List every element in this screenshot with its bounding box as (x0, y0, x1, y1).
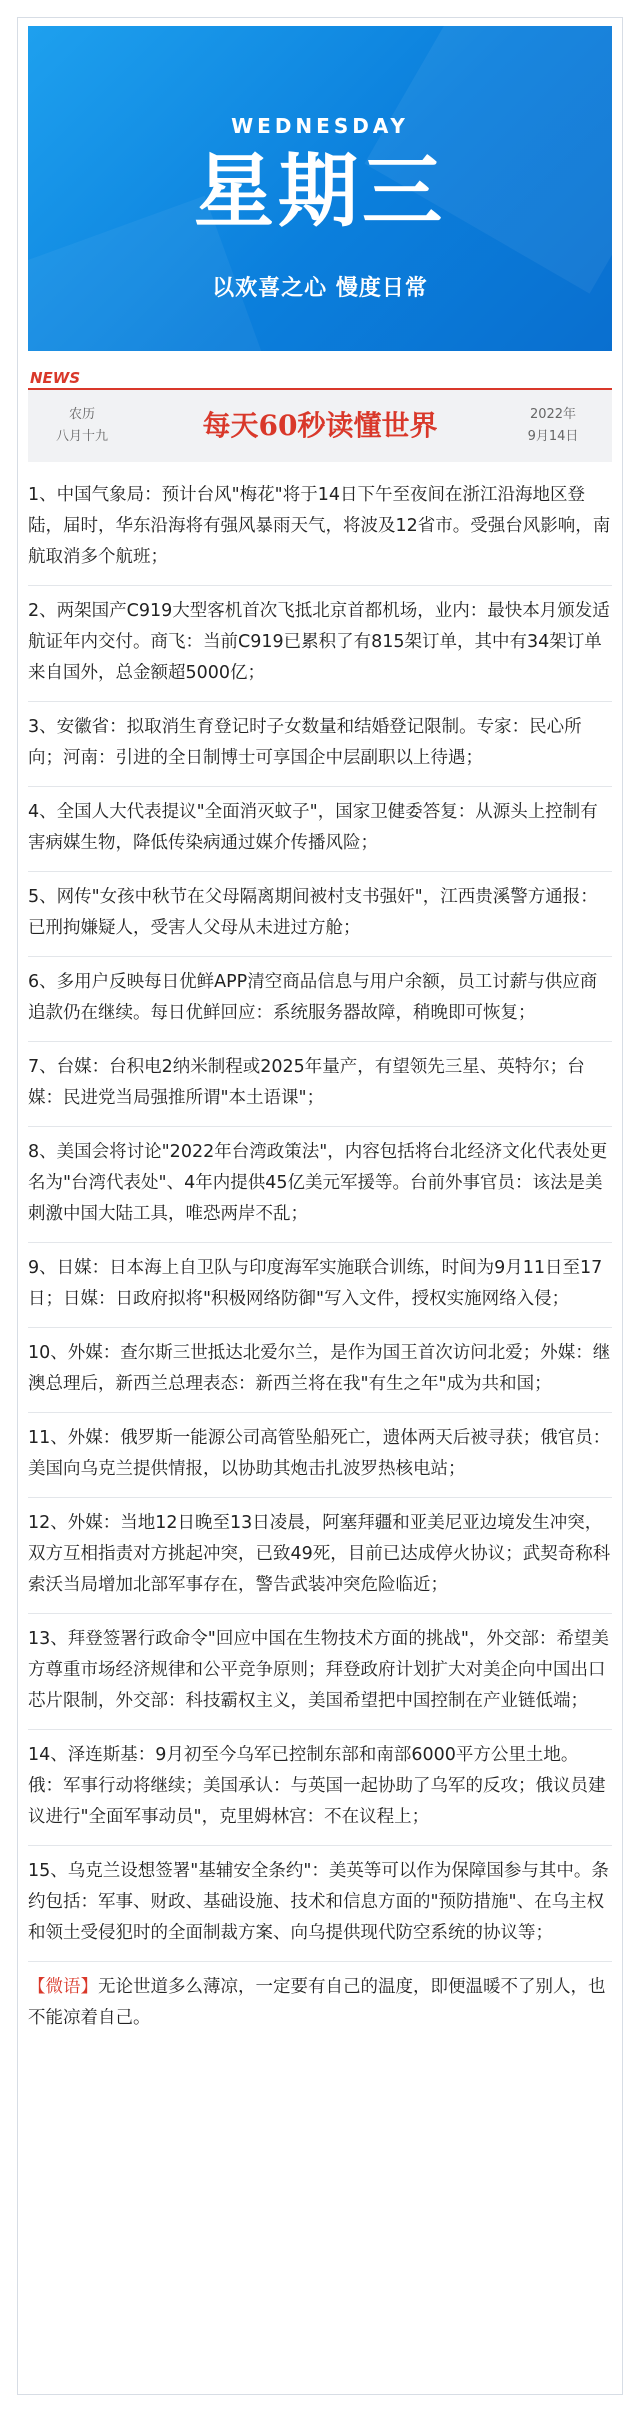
lunar-date: 八月十九 (55, 429, 108, 444)
news-item: 12、外媒：当地12日晚至13日凌晨，阿塞拜疆和亚美尼亚边境发生冲突，双方互相指责对方挑起冲突，已致49死，目前已达成停火协议；武契奇称科索沃当局增加北部军事存在，警告武装冲突危险临近； (28, 1498, 612, 1614)
title-header (28, 388, 612, 462)
news-item: 4、全国人大代表提议"全面消灭蚊子"，国家卫健委答复：从源头上控制有害病媒生物，降低传染病通过媒介传播风险； (28, 787, 612, 872)
quote-label: 【微语】 (28, 1977, 98, 1997)
page-title-text: 每天60秒读懂世界 (202, 409, 438, 442)
news-item: 11、外媒：俄罗斯一能源公司高管坠船死亡，遗体两天后被寻获；俄官员：美国向乌克兰提供情报，以协助其炮击扎波罗热核电站； (28, 1413, 612, 1498)
news-item: 3、安徽省：拟取消生育登记时子女数量和结婚登记限制。专家：民心所向；河南：引进的全日制博士可享国企中层副职以上待遇； (28, 702, 612, 787)
news-item: 7、台媒：台积电2纳米制程或2025年量产，有望领先三星、英特尔；台媒：民进党当局强推所谓"本土语课"； (28, 1042, 612, 1127)
date-day: 9月14日 (527, 429, 579, 444)
news-item: 9、日媒：日本海上自卫队与印度海军实施联合训练，时间为9月11日至17日；日媒：日政府拟将"积极网络防御"写入文件，授权实施网络入侵； (28, 1243, 612, 1328)
news-item: 2、两架国产C919大型客机首次飞抵北京首都机场，业内：最快本月颁发适航证年内交付。商飞：当前C919已累积了有815架订单，其中有34架订单来自国外，总金额超5000亿； (28, 586, 612, 702)
gregorian-date-block (508, 404, 598, 448)
news-list (28, 470, 612, 2046)
quote-text: 无论世道多么薄凉，一定要有自己的温度，即便温暖不了别人，也不能凉着自己。 (28, 1977, 606, 2028)
news-item: 15、乌克兰设想签署"基辅安全条约"：美英等可以作为保障国参与其中。条约包括：军事、财政、基础设施、技术和信息方面的"预防措施"、在乌主权和领土受侵犯时的全面制裁方案、向乌提供现代防空系统的协议等； (28, 1846, 612, 1962)
news-item: 1、中国气象局：预计台风"梅花"将于14日下午至夜间在浙江沿海地区登陆，届时，华东沿海将有强风暴雨天气，将波及12省市。受强台风影响，南航取消多个航班； (28, 470, 612, 586)
news-item: 5、网传"女孩中秋节在父母隔离期间被村支书强奸"，江西贵溪警方通报：已刑拘嫌疑人，受害人父母从未进过方舱； (28, 872, 612, 957)
news-item: 13、拜登签署行政命令"回应中国在生物技术方面的挑战"，外交部：希望美方尊重市场经济规律和公平竞争原则；拜登政府计划扩大对美企向中国出口芯片限制，外交部：科技霸权主义，美国希望把中国控制在产业链低端； (28, 1614, 612, 1730)
weekday-english: WEDNESDAY (231, 114, 409, 138)
daily-quote (28, 1962, 612, 2046)
weekday-chinese: 星期三 (194, 145, 446, 238)
date-year: 2022年 (529, 407, 577, 422)
lunar-label: 农历 (68, 407, 95, 422)
news-item: 6、多用户反映每日优鲜APP清空商品信息与用户余额，员工讨薪与供应商追款仍在继续。每日优鲜回应：系统服务器故障，稍晚即可恢复； (28, 957, 612, 1042)
news-item: 10、外媒：查尔斯三世抵达北爱尔兰，是作为国王首次访问北爱；外媒：继澳总理后，新西兰总理表态：新西兰将在我"有生之年"成为共和国； (28, 1328, 612, 1413)
news-tag: NEWS (30, 369, 81, 387)
news-item: 8、美国会将讨论"2022年台湾政策法"，内容包括将台北经济文化代表处更名为"台湾代表处"、4年内提供45亿美元军援等。台前外事官员：该法是美刺激中国大陆工具，唯恐两岸不乱； (28, 1127, 612, 1243)
news-item: 14、泽连斯基：9月初至今乌军已控制东部和南部6000平方公里土地。俄：军事行动将继续；美国承认：与英国一起协助了乌军的反攻；俄议员建议进行"全面军事动员"，克里姆林宫：不在议程上； (28, 1730, 612, 1846)
weekday-banner (28, 26, 612, 351)
banner-slogan: 以欢喜之心 慢度日常 (212, 276, 428, 301)
